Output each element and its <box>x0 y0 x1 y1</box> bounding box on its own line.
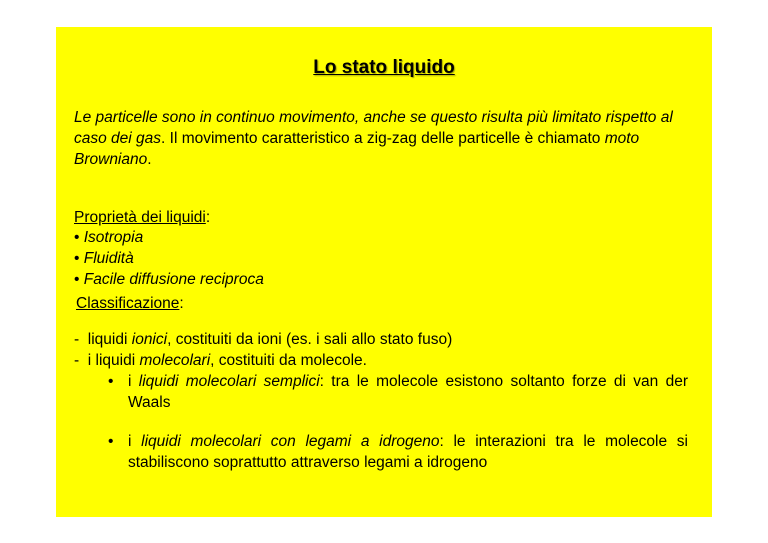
property-label: Fluidità <box>83 250 134 267</box>
term: ionici <box>131 331 168 348</box>
text: liquidi <box>87 331 132 348</box>
dash: - <box>74 331 80 348</box>
property-label: Facile diffusione reciproca <box>83 271 264 288</box>
properties-heading-text: Proprietà dei liquidi <box>74 209 206 226</box>
property-item <box>74 248 264 269</box>
property-item <box>74 227 264 248</box>
text: : tra le molecole esistono soltanto forze di van der Waals <box>128 373 688 411</box>
intro-end: . <box>147 151 152 168</box>
property-item <box>74 269 264 290</box>
slide-title: Lo stato liquido <box>313 57 455 78</box>
bullet: • <box>108 373 114 390</box>
classification-heading-text: Classificazione <box>76 295 180 312</box>
classification-heading <box>76 293 184 314</box>
text: , costituiti da molecole. <box>210 352 367 369</box>
sub-item-simple <box>108 371 688 413</box>
classification-item <box>74 350 367 371</box>
text: , costituiti da ioni (es. i sali allo stato fuso) <box>167 331 453 348</box>
term: liquidi molecolari semplici <box>138 373 320 390</box>
intro-paragraph <box>74 107 684 170</box>
text: i <box>128 373 139 390</box>
sub-item-hydrogen <box>108 431 688 473</box>
properties-list <box>74 227 264 290</box>
slide <box>56 27 712 517</box>
dash: - <box>74 352 80 369</box>
text: i liquidi <box>87 352 140 369</box>
properties-heading <box>74 207 210 228</box>
bullet: • <box>74 250 80 267</box>
intro-italic: Le particelle sono in continuo movimento, anche se questo risulta più limitato rispetto al caso dei gas <box>74 109 673 147</box>
term: molecolari <box>139 352 211 369</box>
property-label: Isotropia <box>83 229 144 246</box>
intro-term: moto Browniano <box>74 130 640 168</box>
properties-colon: : <box>205 209 211 226</box>
bullet: • <box>74 229 80 246</box>
text: : le interazioni tra le molecole si stabiliscono soprattutto attraverso legami a idrogeno <box>128 433 689 471</box>
text: i <box>128 433 142 450</box>
classification-item <box>74 329 452 350</box>
intro-plain: . Il movimento caratteristico a zig-zag delle particelle è chiamato <box>161 130 605 147</box>
bullet: • <box>74 271 80 288</box>
bullet: • <box>108 433 114 450</box>
term: liquidi molecolari con legami a idrogeno <box>141 433 440 450</box>
classification-colon: : <box>179 295 184 312</box>
